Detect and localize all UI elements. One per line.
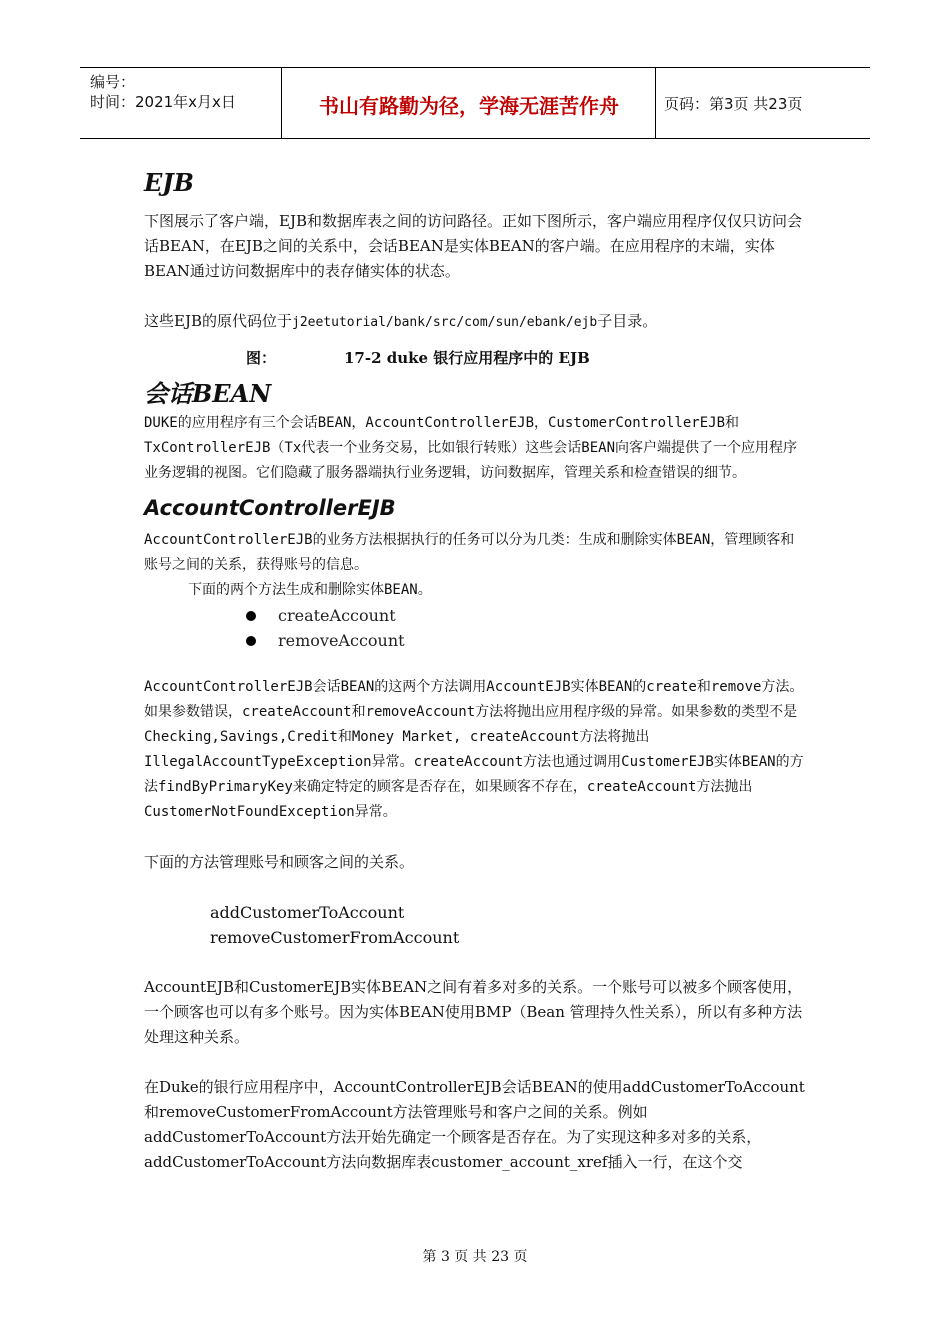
bullet-label: removeAccount	[278, 631, 405, 650]
paragraph-session-beans: DUKE的应用程序有三个会话BEAN，AccountControllerEJB，CustomerControllerEJB和TxControllerEJB（Tx代表一个业务交易，比如银行转账）这些会话BEAN向客户端提供了一个应用程序业务逻辑的视图。它们隐藏了服务器端执行业务逻辑，访问数据库，管理关系和检查错误的细节。	[144, 415, 798, 481]
paragraph-source-location	[144, 309, 808, 335]
bullet-icon	[246, 611, 256, 621]
bullet-label: createAccount	[278, 606, 396, 625]
figure-caption-text: 17-2 duke 银行应用程序中的 EJB	[344, 349, 590, 367]
header-page-info: 页码：第3页 共23页	[664, 95, 803, 113]
paragraph-access-path: 下图展示了客户端，EJB和数据库表之间的访问路径。正如下图所示，客户端应用程序仅仅只访问会话BEAN，在EJB之间的关系中，会话BEAN是实体BEAN的客户端。在应用程序的末端，实体BEAN通过访问数据库中的表存储实体的状态。	[144, 212, 802, 280]
method-list	[144, 900, 808, 950]
source-suffix: 子目录。	[597, 312, 658, 330]
section-title-session-bean: 会话BEAN	[144, 379, 272, 408]
page-header	[80, 67, 870, 139]
section-title-account-controller: AccountControllerEJB	[144, 496, 396, 520]
paragraph-duke-bank: 在Duke的银行应用程序中，AccountControllerEJB会话BEAN的使用addCustomerToAccount和removeCustomerFromAccount方法管理账号和客户之间的关系。例如addCustomerToAccount方法开始先确定一个顾客是否存在。为了实现这种多对多的关系，addCustomerToAccount方法向数据库表customer_account_xref插入一行，在这个交	[144, 1078, 805, 1171]
paragraph-account-intro: AccountControllerEJB的业务方法根据执行的任务可以分为几类：生成和删除实体BEAN，管理顾客和账号之间的关系，获得账号的信息。	[144, 532, 795, 573]
header-left	[90, 72, 236, 112]
section-title-ejb: EJB	[144, 168, 194, 197]
header-divider	[655, 68, 656, 138]
header-motto: 书山有路勤为径，学海无涯苦作舟	[319, 94, 619, 118]
method-bullet-list	[144, 603, 808, 653]
list-item	[244, 628, 808, 653]
figure-label: 图：	[246, 349, 277, 367]
paragraph-account-intro2: 下面的两个方法生成和删除实体BEAN。	[188, 582, 432, 598]
page-footer: 第 3 页 共 23 页	[422, 1249, 528, 1265]
source-path: j2eetutorial/bank/src/com/sun/ebank/ejb	[292, 315, 598, 330]
list-item	[244, 603, 808, 628]
paragraph-create-remove: AccountControllerEJB会话BEAN的这两个方法调用AccountEJB实体BEAN的create和remove方法。如果参数错误，createAccount和removeAccount方法将抛出应用程序级的异常。如果参数的类型不是Checking,Savings,Credit和Money Market, createAccount方法将抛出IllegalAccountTypeException异常。createAccount方法也通过调用CustomerEJB实体BEAN的方法findByPrimaryKey来确定特定的顾客是否存在，如果顾客不存在，createAccount方法抛出CustomerNotFoundException异常。	[144, 679, 804, 820]
method-name: removeCustomerFromAccount	[210, 928, 460, 947]
source-prefix: 这些EJB的原代码位于	[144, 312, 292, 330]
header-divider	[281, 68, 282, 138]
bullet-icon	[246, 636, 256, 646]
figure-caption	[144, 347, 808, 373]
number-label: 编号：	[90, 73, 136, 91]
paragraph-manage-relations: 下面的方法管理账号和顾客之间的关系。	[144, 853, 415, 871]
method-name: addCustomerToAccount	[210, 903, 405, 922]
page-content	[144, 165, 808, 1175]
date-label: 时间：2021年x月x日	[90, 93, 236, 111]
paragraph-many-to-many: AccountEJB和CustomerEJB实体BEAN之间有着多对多的关系。一个账号可以被多个顾客使用，一个顾客也可以有多个账号。因为实体BEAN使用BMP（Bean 管理持久性关系），所以有多种方法处理这种关系。	[144, 978, 803, 1046]
